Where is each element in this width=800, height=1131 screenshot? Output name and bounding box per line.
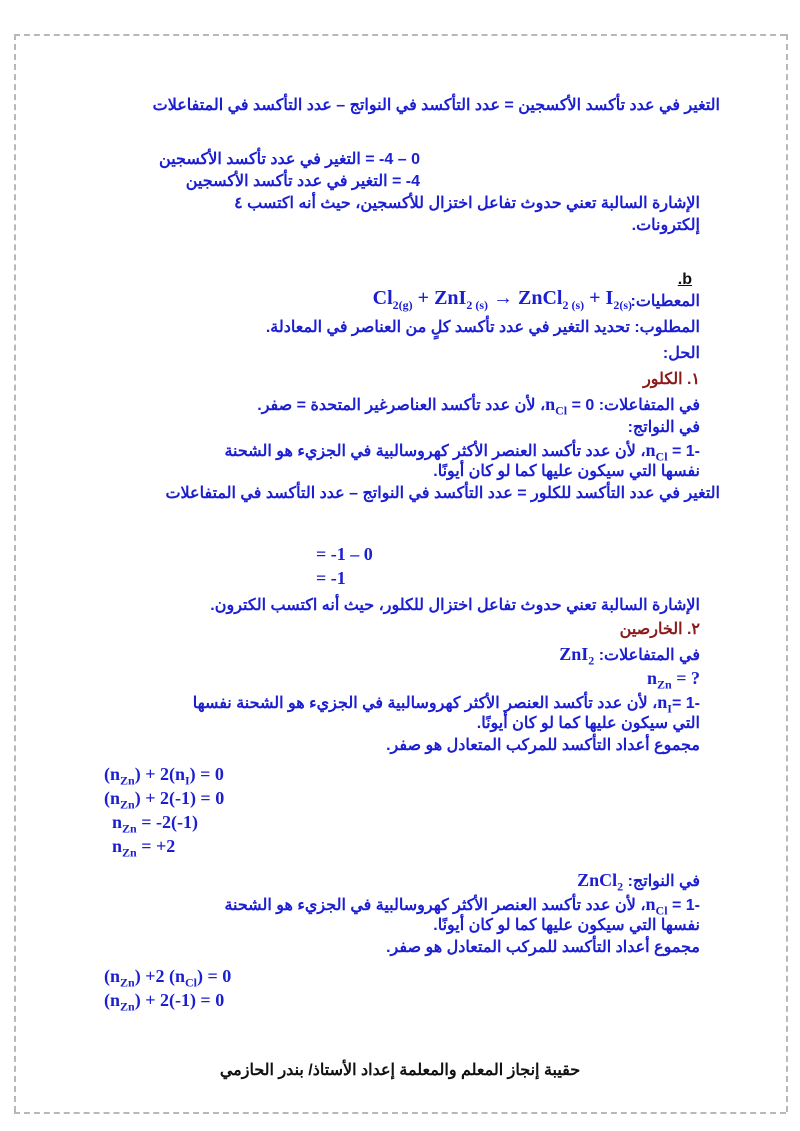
page-border-right <box>786 34 788 1112</box>
chlorine-calc-step2: = -1 <box>316 568 346 588</box>
page-border-bottom <box>14 1112 786 1114</box>
zinc-products-label: في النواتج: ZnCl$_2$ <box>577 870 700 894</box>
oxygen-sign-explanation: الإشارة السالبة تعني حدوث تفاعل اختزال للأكسجين، حيث أنه اكتسب ٤ <box>234 195 700 212</box>
zinc-eq-2: $(n_{Zn}) + 2(-1) = 0$ <box>104 788 225 812</box>
iodine-line-cont: التي سيكون عليها كما لو كان أيونًا. <box>476 715 700 732</box>
required-statement: المطلوب: تحديد التغير في عدد تأكسد كلٍ من العناصر في المعادلة. <box>265 319 700 336</box>
chlorine-products-label: في النواتج: <box>627 419 700 436</box>
zinc-heading: ٢. الخارصين <box>619 621 700 638</box>
zinc-chlorine-line-cont: نفسها التي سيكون عليها كما لو كان أيونًا. <box>433 917 700 934</box>
zinc-eq-3: $n_{Zn} = -2(-1)$ <box>112 812 198 836</box>
page-footer: حقيبة إنجاز المعلم والمعلمة إعداد الأستاذ/ بندر الحازمي <box>219 1062 581 1079</box>
chlorine-heading: ١. الكلور <box>643 371 700 388</box>
chlorine-change-definition: التغير في عدد التأكسد للكلور = عدد التأكسد في النواتج – عدد التأكسد في المتفاعلات <box>165 485 720 502</box>
chlorine-reactants: في المتفاعلات: $0 = n_{Cl}،$ لأن عدد تأكسد العناصرغير المتحدة = صفر. <box>257 394 700 418</box>
oxygen-change-definition: التغير في عدد تأكسد الأكسجين = عدد التأكسد في النواتج – عدد التأكسد في المتفاعلات <box>152 97 720 114</box>
oxygen-calc-step2: 4- = التغير في عدد تأكسد الأكسجين <box>185 173 420 190</box>
chemical-equation: $Cl_{2(g)} + ZnI_{2 (s)}$ → ZnCl$_{2 (s)}$ + $I_{2(s)}$ <box>372 287 632 312</box>
given-label: المعطيات: <box>630 293 700 310</box>
zinc-chlorine-line: $-1 = n_{Cl}،$ لأن عدد تأكسد العنصر الأكثر كهروسالبية في الجزيء هو الشحنة <box>224 894 700 918</box>
oxygen-sign-explanation-cont: إلكترونات. <box>631 217 700 234</box>
chlorine-calc-step1: = -1 – 0 <box>316 544 373 564</box>
zinc-unknown: $n_{Zn}$ = ? <box>647 668 700 692</box>
oxygen-calc-step1: 0 – 4- = التغير في عدد تأكسد الأكسجين <box>159 151 420 168</box>
page-border-left <box>14 34 16 1112</box>
zinc-eq-6: $(n_{Zn}) + 2(-1) = 0$ <box>104 990 225 1014</box>
chlorine-products-cont: نفسها التي سيكون عليها كما لو كان أيونًا. <box>433 463 700 480</box>
zinc-reactants-label: في المتفاعلات: ZnI$_2$ <box>559 644 700 668</box>
solution-label: الحل: <box>662 345 700 362</box>
zinc-sum-rule: مجموع أعداد التأكسد للمركب المتعادل هو صفر. <box>386 737 700 754</box>
zinc-eq-5: $(n_{Zn}) +2$ $(n_{Cl}) = 0$ <box>104 966 232 990</box>
chlorine-sign-explanation: الإشارة السالبة تعني حدوث تفاعل اختزال للكلور، حيث أنه اكتسب الكترون. <box>210 597 700 614</box>
part-b-label: .b <box>677 271 692 288</box>
zinc-eq-4: $n_{Zn} = +2$ <box>112 836 176 860</box>
chlorine-products-line: $-1 = n_{Cl}،$ لأن عدد تأكسد العنصر الأكثر كهروسالبية في الجزيء هو الشحنة <box>224 440 700 464</box>
iodine-line: $-1 =n_I،$ لأن عدد تأكسد العنصر الأكثر كهروسالبية في الجزيء هو الشحنة نفسها <box>192 692 700 716</box>
page-border-top <box>14 34 786 36</box>
zinc-sum-rule-2: مجموع أعداد التأكسد للمركب المتعادل هو صفر. <box>386 939 700 956</box>
zinc-eq-1: $(n_{Zn}) + 2(n_I) = 0$ <box>104 764 224 788</box>
